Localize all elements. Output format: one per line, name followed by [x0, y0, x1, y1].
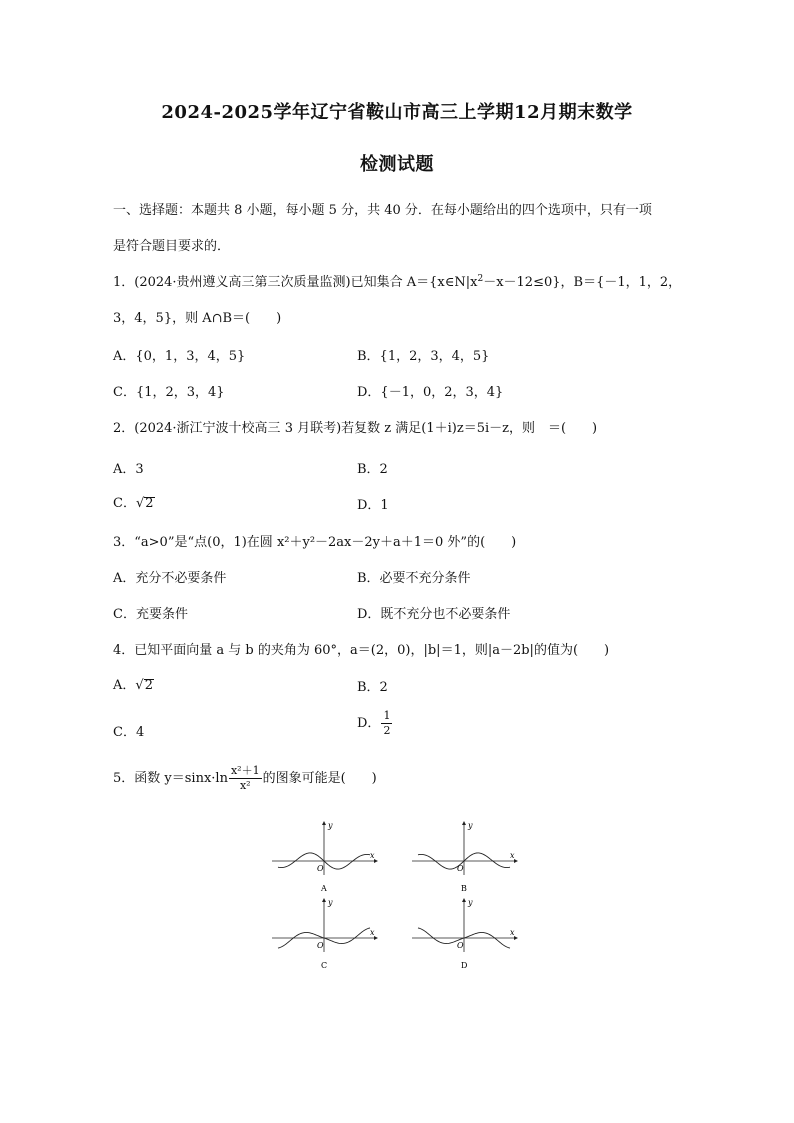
x-arrow-B: [514, 859, 518, 863]
question-4-option-d-prefix: D．: [357, 716, 381, 731]
question-1-set-a-rest: －x－12≤0}，: [483, 275, 574, 290]
question-3-option-b[interactable]: B．必要不充分条件: [357, 571, 471, 586]
x-arrow-A: [374, 859, 378, 863]
section-instructions-line1: 一、选择题：本题共 8 小题，每小题 5 分，共 40 分．在每小题给出的四个选项中，只有一项: [113, 203, 652, 218]
question-5-suffix: 的图象可能是( ): [262, 771, 377, 786]
x-axis-label-D: x: [510, 928, 515, 937]
graph-label-D: D: [461, 961, 468, 970]
question-4-option-d-fraction: [381, 709, 392, 738]
question-2-option-c[interactable]: [113, 492, 155, 511]
question-2-option-c-radicand: 2: [145, 496, 154, 511]
y-axis-label-A: y: [328, 821, 333, 830]
y-arrow-A: [322, 821, 326, 825]
exam-title-line1: 2024-2025学年辽宁省鞍山市高三上学期12月期末数学: [161, 102, 633, 123]
question-3-option-a[interactable]: A．充分不必要条件: [113, 571, 227, 586]
origin-label-C: O: [317, 941, 324, 950]
sqrt-symbol: √2: [135, 496, 154, 511]
question-1-prefix: 1．(2024·贵州遵义高三第三次质量监测)已知集合: [113, 275, 407, 290]
question-5-stem: [113, 764, 377, 793]
question-1-option-b[interactable]: B．{1，2，3，4，5}: [357, 349, 490, 364]
question-5-graphs-figure: [268, 818, 530, 988]
question-2-stem: 2．(2024·浙江宁波十校高三 3 月联考)若复数 z 满足(1＋i)z＝5i－z，则 ＝( ): [113, 421, 598, 436]
x-arrow-D: [514, 936, 518, 940]
fraction-denominator: x²: [239, 779, 251, 792]
graph-label-C: C: [321, 961, 328, 970]
y-arrow-B: [462, 821, 466, 825]
origin-label-A: O: [317, 864, 324, 873]
exam-title-line2: 检测试题: [360, 154, 434, 175]
question-4-option-a-radicand: 2: [144, 678, 153, 693]
x-axis-label-A: x: [370, 851, 375, 860]
question-1-exponent: 2: [477, 274, 484, 284]
y-axis-label-C: y: [328, 898, 333, 907]
question-1-option-c[interactable]: C．{1，2，3，4}: [113, 385, 225, 400]
y-arrow-D: [462, 898, 466, 902]
question-2-option-b[interactable]: B．2: [357, 462, 388, 477]
question-3-option-c[interactable]: C．充要条件: [113, 607, 188, 622]
graphs-svg: [268, 818, 530, 988]
question-1-stem: [113, 271, 681, 290]
question-4-option-b[interactable]: B．2: [357, 680, 388, 695]
fraction-denominator: 2: [383, 724, 391, 737]
question-5-fraction: [229, 764, 262, 793]
question-3-stem: 3．“a>0”是“点(0，1)在圆 x²＋y²－2ax－2y＋a＋1＝0 外”的( ): [113, 535, 517, 550]
origin-label-B: O: [457, 864, 464, 873]
question-1-set-a: A＝{x∈N|x: [406, 275, 478, 290]
graph-label-B: B: [461, 884, 467, 893]
y-arrow-C: [322, 898, 326, 902]
question-4-option-c[interactable]: C．4: [113, 725, 145, 740]
section-instructions-line2: 是符合题目要求的．: [113, 239, 231, 254]
question-1-set-b: B＝{－1，1，2，: [573, 275, 682, 290]
x-arrow-C: [374, 936, 378, 940]
fraction-numerator: x²＋1: [230, 764, 260, 777]
question-2-option-a[interactable]: A．3: [113, 462, 144, 477]
y-axis-label-B: y: [468, 821, 473, 830]
question-4-option-d[interactable]: [357, 709, 393, 738]
question-1-stem-line2: 3，4，5}，则 A∩B＝( ): [113, 311, 282, 326]
question-3-option-d[interactable]: D．既不充分也不必要条件: [357, 607, 511, 622]
sqrt-symbol: √2: [135, 678, 153, 693]
question-5-prefix: 5．函数 y＝sinx·ln: [113, 771, 228, 786]
question-1-option-a[interactable]: A．{0，1，3，4，5}: [113, 349, 246, 364]
question-1-option-d[interactable]: D．{－1，0，2，3，4}: [357, 385, 504, 400]
question-2-option-d[interactable]: D．1: [357, 498, 389, 513]
question-2-option-c-prefix: C．: [113, 496, 136, 511]
fraction-numerator: 1: [383, 709, 391, 722]
y-axis-label-D: y: [468, 898, 473, 907]
question-4-option-a[interactable]: [113, 674, 154, 693]
question-4-stem: 4．已知平面向量 a 与 b 的夹角为 60°，a＝(2，0)，|b|＝1，则|a－2b|的值为( ): [113, 643, 610, 658]
graph-label-A: A: [321, 884, 327, 893]
question-4-option-a-prefix: A．: [113, 678, 136, 693]
x-axis-label-B: x: [510, 851, 515, 860]
x-axis-label-C: x: [370, 928, 375, 937]
origin-label-D: O: [457, 941, 464, 950]
